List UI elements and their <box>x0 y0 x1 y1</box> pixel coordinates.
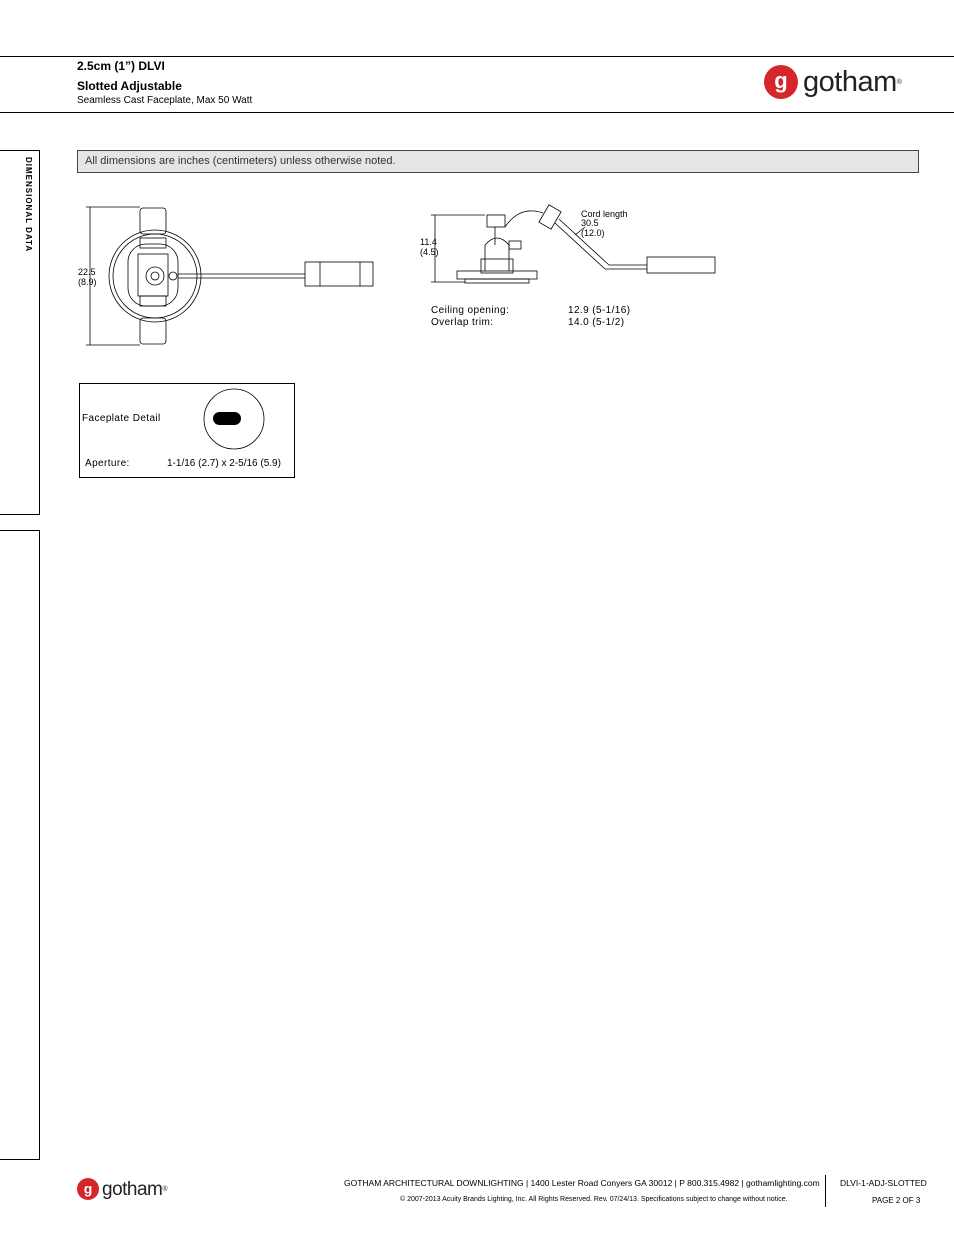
aperture-value: 1-1/16 (2.7) x 2-5/16 (5.9) <box>167 458 281 469</box>
footer-logo <box>77 1178 168 1200</box>
height-dimension-value: 11.4 <box>420 237 437 247</box>
side-view-drawing <box>425 205 725 295</box>
svg-text:g: g <box>83 1180 93 1197</box>
side-tab-dimensional <box>0 150 40 515</box>
aperture-label: Aperture: <box>85 458 130 469</box>
logo-wordmark: gotham <box>803 65 897 98</box>
cord-length-value: 30.5 <box>581 218 599 228</box>
logo-mark-icon <box>764 65 798 99</box>
header-bottom-rule <box>0 112 954 113</box>
footer-logo-mark-icon <box>77 1178 99 1200</box>
side-tab-label: DIMENSIONAL DATA <box>24 157 33 253</box>
footer-divider <box>825 1175 826 1207</box>
plan-dimension-value-cm: (8.9) <box>78 277 97 287</box>
plan-dimension-value: 22.5 <box>78 267 96 277</box>
faceplate-aperture-icon <box>203 388 265 450</box>
footer-doc-code: DLVI-1-ADJ-SLOTTED <box>840 1178 927 1188</box>
spec-overlap-trim-value: 14.0 (5-1/2) <box>568 317 625 328</box>
page-title: 2.5cm (1”) DLVI <box>77 59 165 73</box>
cord-length-value-cm: (12.0) <box>581 228 605 238</box>
product-description: Seamless Cast Faceplate, Max 50 Watt <box>77 95 253 106</box>
footer-page-number: PAGE 2 OF 3 <box>872 1196 921 1205</box>
svg-text:g: g <box>774 68 788 93</box>
brand-logo <box>764 64 902 100</box>
footer-registered-mark: ® <box>162 1185 168 1193</box>
spec-overlap-trim-label: Overlap trim: <box>431 317 494 328</box>
footer-logo-wordmark: gotham <box>102 1178 163 1200</box>
footer-copyright: © 2007-2013 Acuity Brands Lighting, Inc. All Rights Reserved. Rev. 07/24/13. Specifications subject to change without notice. <box>400 1196 788 1203</box>
faceplate-detail-title: Faceplate Detail <box>82 413 161 424</box>
units-note: All dimensions are inches (centimeters) unless otherwise noted. <box>77 150 919 173</box>
side-tab-empty <box>0 530 40 1160</box>
height-dimension-value-cm: (4.5) <box>420 247 439 257</box>
registered-mark: ® <box>896 78 902 86</box>
plan-view-drawing <box>80 200 380 350</box>
header-top-rule <box>0 56 954 57</box>
footer-company-line: GOTHAM ARCHITECTURAL DOWNLIGHTING | 1400 Lester Road Conyers GA 30012 | P 800.315.4982 | gothamlighting.com <box>344 1178 820 1188</box>
page-subtitle: Slotted Adjustable <box>77 79 182 93</box>
spec-ceiling-opening-label: Ceiling opening: <box>431 305 510 316</box>
cord-length-label: Cord length <box>581 209 628 219</box>
spec-ceiling-opening-value: 12.9 (5-1/16) <box>568 305 631 316</box>
